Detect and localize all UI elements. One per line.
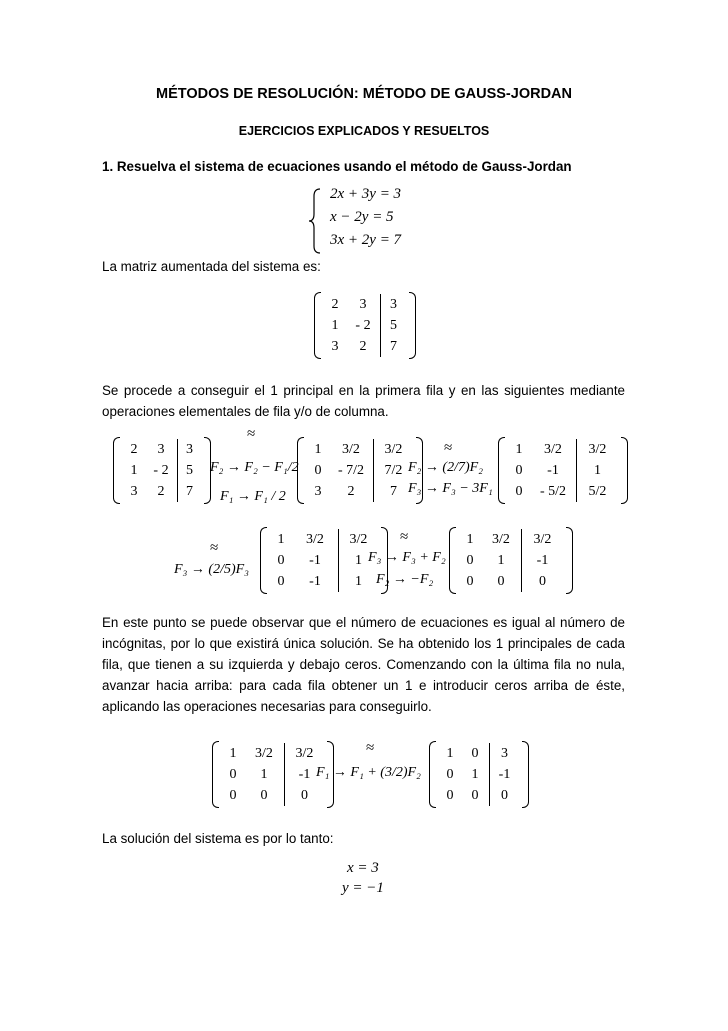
right-paren-icon (566, 527, 573, 594)
matrix-cell: 1 (229, 746, 237, 761)
matrix-cell: 0 (466, 553, 474, 568)
matrix-cell: 3 (157, 442, 165, 457)
matrix-cell: 1 (471, 767, 479, 782)
exercise-heading: 1. Resuelva el sistema de ecuaciones usando el método de Gauss-Jordan (102, 159, 572, 174)
matrix-cell: 3 (331, 339, 339, 354)
right-paren-icon (522, 741, 529, 808)
matrix-cell: 3/2 (342, 442, 360, 457)
page-subtitle: EJERCICIOS EXPLICADOS Y RESUELTOS (238, 124, 490, 138)
matrix-cell: 1 (277, 532, 285, 547)
matrix-cell: -1 (547, 463, 559, 478)
matrix-cell: 3/2 (373, 439, 413, 460)
equation-1: 2x + 3y = 3 (330, 186, 402, 202)
step1-text: Se procede a conseguir el 1 principal en la primera fila y en las siguientes mediante operaciones elementales de fila y/o de columna. (102, 383, 625, 419)
matrix-cell: - 2 (153, 463, 169, 478)
matrix-cell: 1 (260, 767, 268, 782)
matrix-cell: 0 (446, 788, 454, 803)
op-row1-5: F₁ → F₁ + (3/2)F₂ (316, 765, 421, 780)
matrix-cell: 0 (277, 574, 285, 589)
matrix-cell: 7 (380, 336, 406, 357)
matrix-cell: 0 (489, 785, 519, 806)
matrix-cell: 3/2 (492, 532, 510, 547)
matrix-cell: 1 (314, 442, 322, 457)
matrix-cell: 0 (466, 574, 474, 589)
left-paren-icon (314, 292, 321, 359)
matrix-cell: 1 (338, 571, 378, 592)
matrix-cell: 5 (380, 315, 406, 336)
matrix-cell: 3 (380, 294, 406, 315)
matrix-A0 (113, 437, 211, 504)
op-row3-4: F₃ → F₃ + F₂ (368, 550, 446, 565)
left-paren-icon (429, 741, 436, 808)
left-paren-icon (260, 527, 267, 594)
right-paren-icon (409, 292, 416, 359)
approx-symbol: ≈ (444, 440, 453, 456)
op-row2-1: F₂ → F₂ − F₁/2 (210, 460, 299, 475)
matrix-cell: -1 (489, 764, 519, 785)
op-row3-2: F₃ → F₃ − 3F₁ (408, 481, 493, 496)
matrix-cell: 3 (130, 484, 138, 499)
matrix-cell: 2 (130, 442, 138, 457)
matrix-cell: 0 (314, 463, 322, 478)
left-paren-icon (297, 437, 304, 504)
matrix-cell: 0 (446, 767, 454, 782)
matrix-cell: 0 (497, 574, 505, 589)
matrix-cell: 0 (260, 788, 268, 803)
matrix-cell: 5 (177, 460, 201, 481)
matrix-cell: 2 (157, 484, 165, 499)
matrix-A4 (449, 527, 573, 594)
matrix-cell: 5/2 (576, 481, 618, 502)
op-row3-3: F₃ → (2/5)F₃ (174, 562, 250, 577)
matrix-cell: 3/2 (338, 529, 378, 550)
matrix-cell: 1 (466, 532, 474, 547)
matrix-cell: 3 (314, 484, 322, 499)
matrix-cell: 3/2 (521, 529, 563, 550)
matrix-cell: 1 (515, 442, 523, 457)
matrix-cell: - 5/2 (539, 484, 567, 499)
matrix-cell: 3/2 (544, 442, 562, 457)
matrix-cell: - 7/2 (337, 463, 365, 478)
matrix-cell: 0 (515, 484, 523, 499)
matrix-cell: 1 (130, 463, 138, 478)
left-paren-icon (212, 741, 219, 808)
matrix-cell: - 2 (355, 318, 371, 333)
matrix-cell: 1 (331, 318, 339, 333)
solution-x: x = 3 (347, 860, 379, 876)
matrix-cell: 0 (521, 571, 563, 592)
equation-3: 3x + 2y = 7 (330, 232, 402, 248)
left-paren-icon (449, 527, 456, 594)
matrix-cell: 0 (277, 553, 285, 568)
matrix-cell: 3 (177, 439, 201, 460)
augmented-matrix (314, 292, 416, 359)
matrix-cell: 2 (331, 297, 339, 312)
page-title: MÉTODOS DE RESOLUCIÓN: MÉTODO DE GAUSS-JORDAN (156, 86, 572, 102)
augmented-intro: La matriz aumentada del sistema es: (102, 259, 321, 274)
matrix-cell: 3/2 (284, 743, 324, 764)
matrix-cell: 3/2 (576, 439, 618, 460)
left-paren-icon (498, 437, 505, 504)
op-row2-2: F₂ → (2/7)F₂ (408, 460, 484, 475)
matrix-cell: 2 (359, 339, 367, 354)
approx-symbol: ≈ (400, 529, 409, 545)
approx-symbol: ≈ (210, 540, 219, 556)
matrix-cell: -1 (309, 574, 321, 589)
matrix-cell: 0 (471, 746, 479, 761)
matrix-cell: -1 (521, 550, 563, 571)
matrix-cell: 0 (229, 767, 237, 782)
matrix-cell: 2 (347, 484, 355, 499)
matrix-cell: 3/2 (306, 532, 324, 547)
matrix-cell: 0 (284, 785, 324, 806)
equation-2: x − 2y = 5 (330, 209, 394, 225)
approx-symbol: ≈ (247, 426, 256, 442)
solution-y: y = −1 (342, 880, 384, 896)
matrix-cell: 7/2 (373, 460, 413, 481)
op-row2-4: F₂ → −F₂ (376, 572, 434, 587)
matrix-cell: 0 (229, 788, 237, 803)
matrix-cell: 1 (576, 460, 618, 481)
matrix-cell: 1 (497, 553, 505, 568)
approx-symbol: ≈ (366, 740, 375, 756)
matrix-A2 (498, 437, 628, 504)
matrix-cell: -1 (309, 553, 321, 568)
left-brace-icon (308, 188, 322, 254)
solution-intro: La solución del sistema es por lo tanto: (102, 831, 334, 846)
matrix-cell: 3/2 (255, 746, 273, 761)
explanation-text: En este punto se puede observar que el número de ecuaciones es igual al número de incógnitas, por lo que existirá única solución. Se ha obtenido los 1 principales de cada fila, que tienen a su izquierda y debajo ceros. Comenzando con la última fila no nula, avanzar hacia arriba: para cada fila obtener un 1 e introducir ceros arriba de éste, aplicando las operaciones necesarias para conseguirlo. (102, 615, 625, 714)
matrix-cell: -1 (284, 764, 324, 785)
left-paren-icon (113, 437, 120, 504)
matrix-cell: 1 (446, 746, 454, 761)
right-paren-icon (621, 437, 628, 504)
matrix-cell: 0 (515, 463, 523, 478)
op-row1-1: F₁ → F₁ / 2 (220, 489, 286, 504)
matrix-cell: 1 (338, 550, 378, 571)
matrix-cell: 7 (373, 481, 413, 502)
matrix-cell: 3 (359, 297, 367, 312)
matrix-cell: 0 (471, 788, 479, 803)
matrix-A1 (297, 437, 423, 504)
matrix-cell: 3 (489, 743, 519, 764)
matrix-A5 (429, 741, 529, 808)
matrix-cell: 7 (177, 481, 201, 502)
